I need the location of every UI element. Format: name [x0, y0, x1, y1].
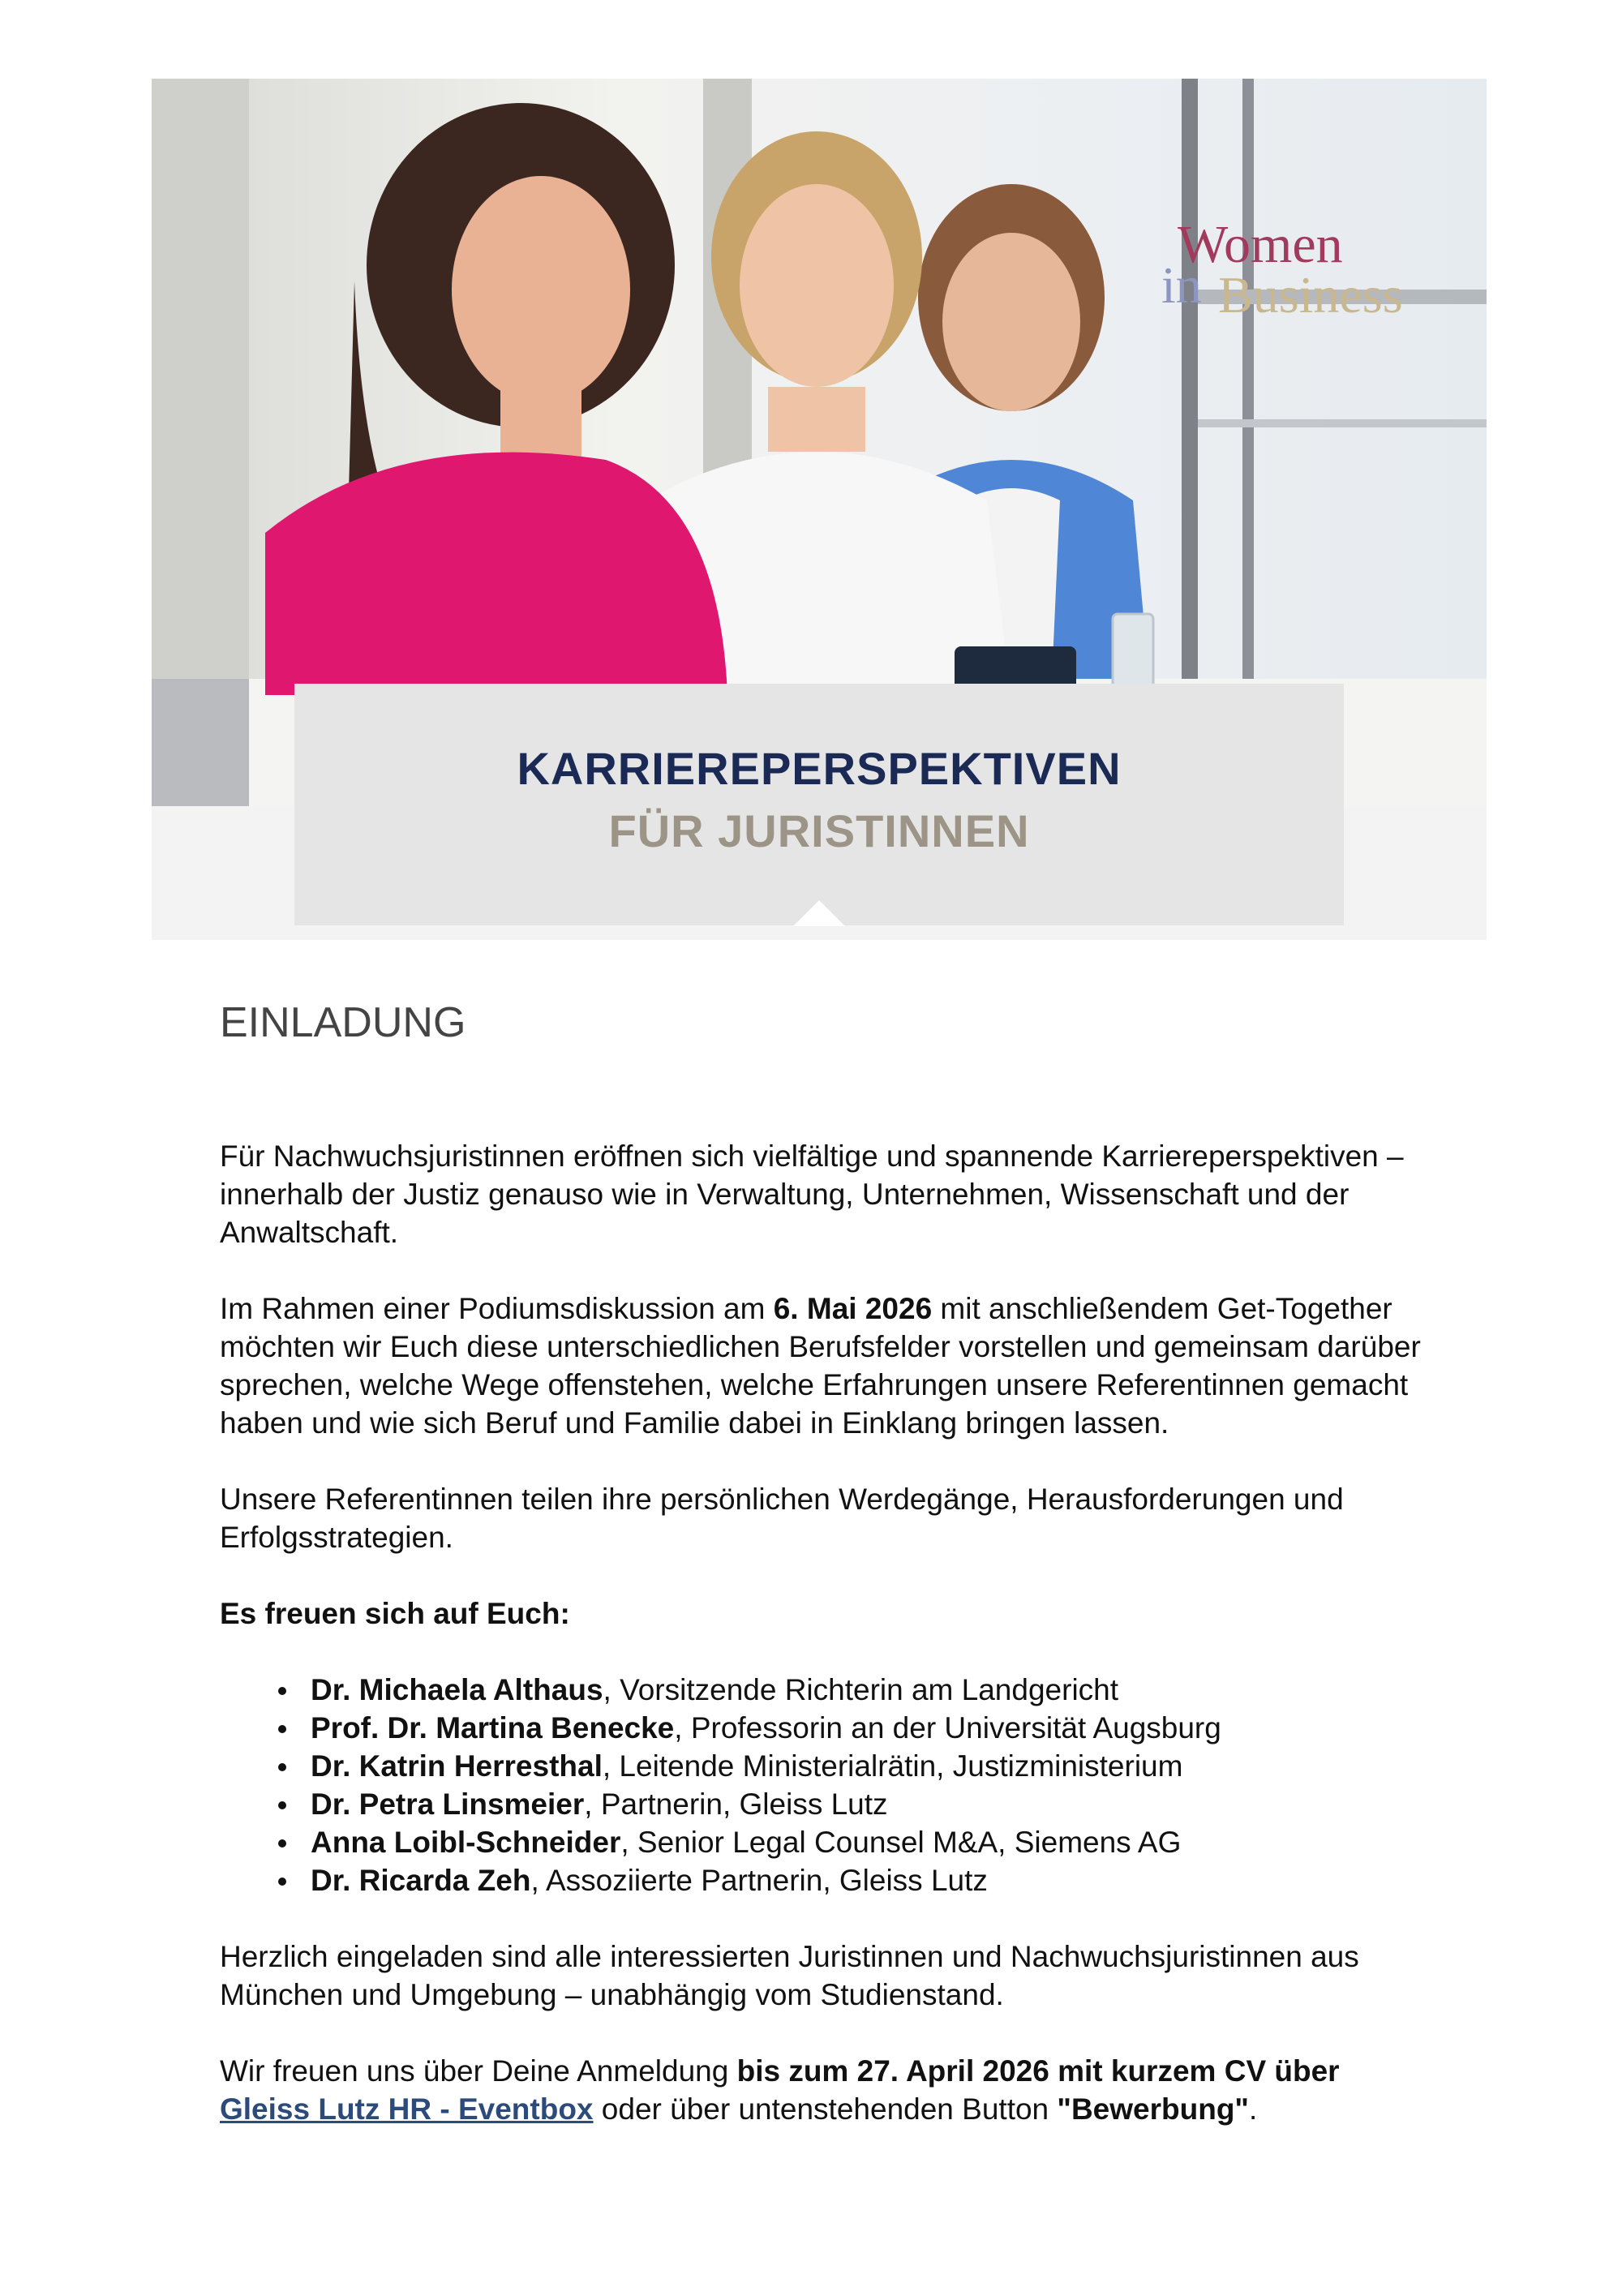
- eventbox-link[interactable]: Gleiss Lutz HR - Eventbox: [220, 2092, 594, 2126]
- speakers-intro-paragraph: Unsere Referentinnen teilen ihre persönlichen Werdegänge, Herausforderungen und Erfolgsstrategien.: [220, 1483, 1344, 1554]
- speaker-role: , Leitende Ministerialrätin, Justizministerium: [602, 1749, 1183, 1783]
- logo-word-business: Business: [1218, 266, 1403, 324]
- speaker-name: Dr. Ricarda Zeh: [311, 1864, 531, 1897]
- speaker-name: Dr. Michaela Althaus: [311, 1673, 603, 1706]
- event-paragraph: [220, 1290, 1436, 1442]
- speaker-name: Anna Loibl-Schneider: [311, 1826, 621, 1859]
- logo-word-women: Women: [1178, 215, 1343, 274]
- invitation-content: [220, 994, 1436, 2128]
- speakers-heading: [220, 1594, 1436, 1633]
- list-item: [311, 1823, 1436, 1861]
- speaker-role: , Vorsitzende Richterin am Landgericht: [603, 1673, 1119, 1706]
- speaker-name: Dr. Katrin Herresthal: [311, 1749, 603, 1783]
- event-text-after: mit anschließendem Get-Together möchten wir Euch diese unterschiedlichen Berufsfelder vorstellen und gemeinsam darüber sprechen, welche Wege offenstehen, welche Erfahrungen unsere Referentinnen gemacht haben und wie sich Beruf und Familie dabei in Einklang bringen lassen.: [220, 1292, 1421, 1440]
- invite-paragraph: Herzlich eingeladen sind alle interessierten Juristinnen und Nachwuchsjuristinnen aus München und Umgebung – unabhängig vom Studienstand.: [220, 1940, 1359, 2011]
- speaker-role: , Senior Legal Counsel M&A, Siemens AG: [620, 1826, 1182, 1859]
- speakers-heading-text: Es freuen sich auf Euch:: [220, 1597, 570, 1630]
- speaker-role: , Assoziierte Partnerin, Gleiss Lutz: [530, 1864, 988, 1897]
- speaker-list: [220, 1671, 1436, 1899]
- title-line2: FÜR JURISTINNEN: [608, 805, 1030, 856]
- intro-paragraph: Für Nachwuchsjuristinnen eröffnen sich vielfältige und spannende Karriereperspektiven – innerhalb der Justiz genauso wie in Verwaltung, Unternehmen, Wissenschaft und der Anwaltschaft.: [220, 1139, 1404, 1249]
- event-date: 6. Mai 2026: [773, 1292, 933, 1325]
- list-item: [311, 1785, 1436, 1823]
- list-item: [311, 1709, 1436, 1747]
- title-box: [294, 684, 1344, 925]
- speaker-role: , Partnerin, Gleiss Lutz: [584, 1787, 888, 1821]
- registration-text-end: .: [1248, 2092, 1258, 2126]
- speaker-role: , Professorin an der Universität Augsburg: [674, 1711, 1221, 1745]
- title-notch: [793, 900, 845, 926]
- list-item: [311, 1747, 1436, 1785]
- registration-text-middle: oder über untenstehenden Button: [593, 2092, 1058, 2126]
- list-item: [311, 1861, 1436, 1899]
- registration-text-before: Wir freuen uns über Deine Anmeldung: [220, 2054, 737, 2088]
- women-in-business-logo: [1161, 217, 1453, 338]
- event-text-before: Im Rahmen einer Podiumsdiskussion am: [220, 1292, 774, 1325]
- registration-paragraph: [220, 2052, 1436, 2128]
- speaker-name: Dr. Petra Linsmeier: [311, 1787, 585, 1821]
- application-button-reference: "Bewerbung": [1057, 2092, 1249, 2126]
- logo-word-in: in: [1161, 256, 1202, 314]
- list-item: [311, 1671, 1436, 1709]
- page-heading: EINLADUNG: [220, 999, 466, 1046]
- registration-deadline: bis zum 27. April 2026 mit kurzem CV über: [736, 2054, 1340, 2088]
- speaker-name: Prof. Dr. Martina Benecke: [311, 1711, 675, 1745]
- title-line1: KARRIEREPERSPEKTIVEN: [517, 743, 1122, 794]
